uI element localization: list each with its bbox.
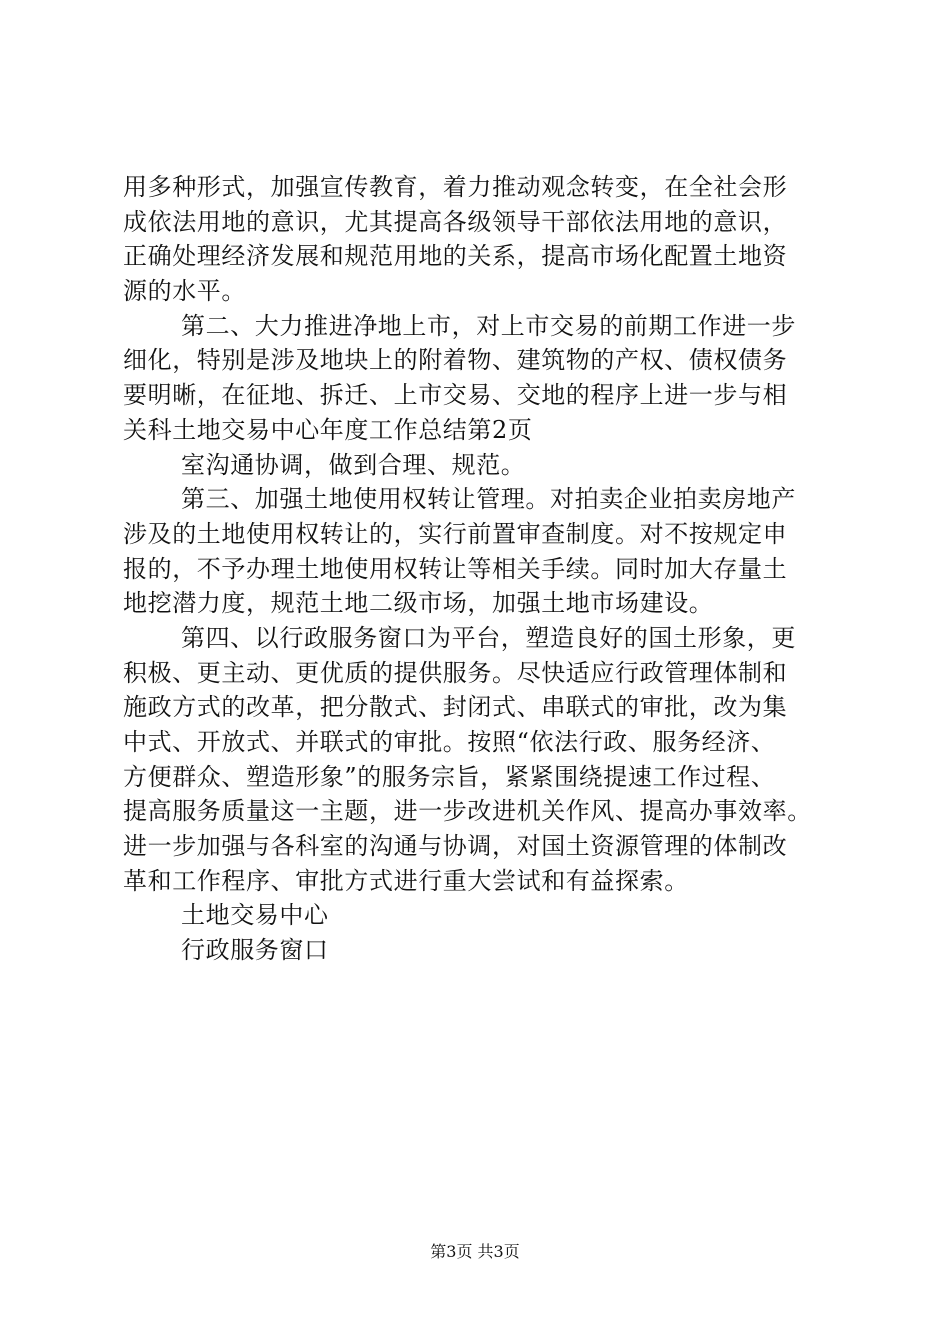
paragraph-start-line: 第四、以行政服务窗口为平台，塑造良好的国土形象，更: [181, 623, 796, 652]
paragraph-start-line: 第三、加强土地使用权转让管理。对拍卖企业拍卖房地产: [181, 485, 796, 514]
text-line: 用多种形式，加强宣传教育，着力推动观念转变，在全社会形: [123, 173, 788, 201]
text-line: 细化，特别是涉及地块上的附着物、建筑物的产权、债权债务: [123, 346, 788, 375]
text-line: 报的，不予办理土地使用权转让等相关手续。同时加大存量土: [123, 554, 788, 583]
text-line: 进一步加强与各科室的沟通与协调，对国土资源管理的体制改: [123, 832, 788, 861]
text-line: 要明晰，在征地、拆迁、上市交易、交地的程序上进一步与相: [123, 381, 788, 410]
page-number-label: 第3页 共3页: [430, 1242, 520, 1261]
signature-line: 土地交易中心: [181, 901, 329, 930]
paragraph-start-line: 室沟通协调，做到合理、规范。: [181, 450, 526, 479]
text-line: 关科土地交易中心年度工作总结第2页: [123, 415, 533, 444]
text-line: 革和工作程序、审批方式进行重大尝试和有益探索。: [123, 866, 689, 895]
page-footer: [0, 1241, 950, 1263]
text-line: 方便群众、塑造形象”的服务宗旨，紧紧围绕提速工作过程、: [123, 762, 776, 791]
text-line: 积极、更主动、更优质的提供服务。尽快适应行政管理体制和: [123, 658, 788, 687]
text-line: 地挖潜力度，规范土地二级市场，加强土地市场建设。: [123, 589, 714, 618]
paragraph-start-line: 第二、大力推进净地上市，对上市交易的前期工作进一步: [181, 311, 796, 340]
text-line: 源的水平。: [123, 277, 246, 306]
text-line: 成依法用地的意识，尤其提高各级领导干部依法用地的意识，: [123, 207, 788, 236]
document-body: [123, 170, 843, 968]
text-line: 正确处理经济发展和规范用地的关系，提高市场化配置土地资: [123, 242, 788, 271]
text-line: 涉及的土地使用权转让的，实行前置审查制度。对不按规定申: [123, 519, 788, 548]
text-line: 提高服务质量这一主题，进一步改进机关作风、提高办事效率。: [123, 797, 812, 826]
text-line: 中式、开放式、并联式的审批。按照“依法行政、服务经济、: [123, 728, 776, 756]
text-line: 施政方式的改革，把分散式、封闭式、串联式的审批，改为集: [123, 693, 788, 722]
signature-line: 行政服务窗口: [181, 936, 329, 965]
